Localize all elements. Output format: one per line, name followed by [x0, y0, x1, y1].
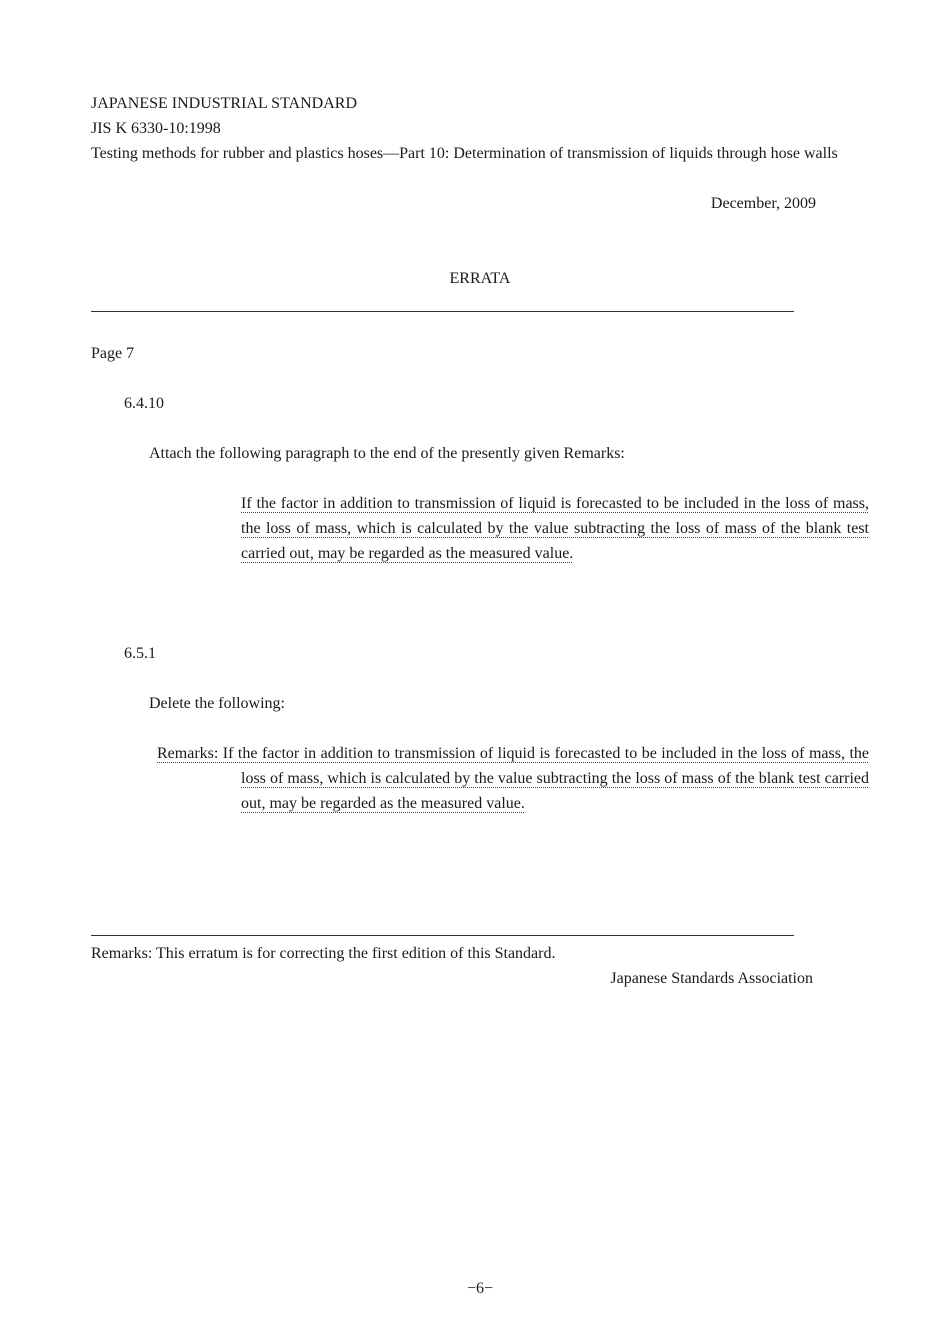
section-number-6-5-1: 6.5.1 — [124, 645, 156, 662]
document-header — [91, 91, 869, 166]
deleted-remarks-text: Remarks: If the factor in addition to transmission of liquid is forecasted to be included in the loss of mass, the loss of mass, which is calculated by the value subtracting the loss of mass of the blank test carried out, may be regarded as the measured value. — [157, 745, 869, 812]
section-instruction-attach: Attach the following paragraph to the end of the presently given Remarks: — [149, 445, 625, 462]
deleted-remarks — [157, 741, 869, 816]
errata-heading: ERRATA — [449, 270, 511, 287]
section-instruction-delete: Delete the following: — [149, 695, 285, 712]
standard-title: Testing methods for rubber and plastics hoses—Part 10: Determination of transmission of liquids through hose walls — [91, 145, 838, 162]
errata-date: December, 2009 — [710, 195, 816, 212]
section-number-6-4-10: 6.4.10 — [124, 395, 164, 412]
page-number: −6− — [466, 1280, 494, 1297]
added-paragraph-text: If the factor in addition to transmission of liquid is forecasted to be included in the loss of mass, the loss of mass, which is calculated by the value subtracting the loss of mass of the blank test carried out, may be regarded as the measured value. — [241, 495, 869, 562]
bottom-divider — [91, 935, 794, 936]
page-reference: Page 7 — [91, 345, 135, 362]
added-paragraph — [241, 491, 869, 566]
standard-code: JIS K 6330-10:1998 — [91, 120, 221, 137]
footer-remarks: Remarks: This erratum is for correcting the first edition of this Standard. — [91, 945, 556, 962]
top-divider — [91, 311, 794, 312]
publisher: Japanese Standards Association — [610, 970, 813, 987]
standard-org: JAPANESE INDUSTRIAL STANDARD — [91, 95, 357, 112]
